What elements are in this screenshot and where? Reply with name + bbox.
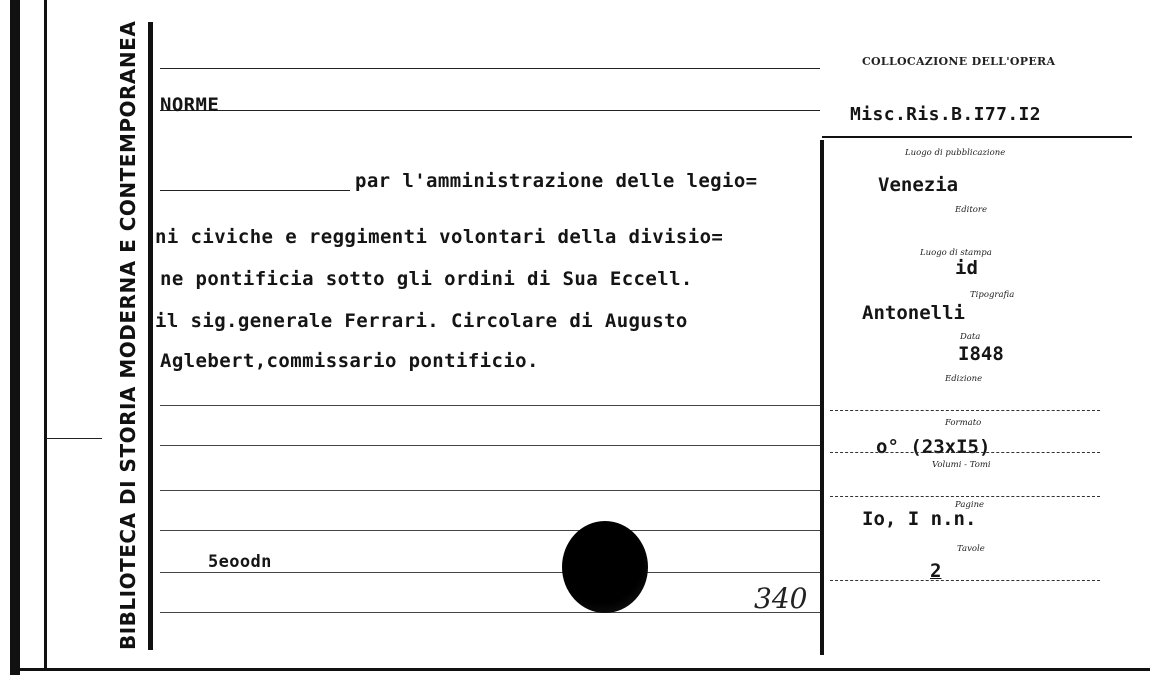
field-value: id [955, 257, 978, 279]
left-tick [46, 438, 102, 439]
rule-line [160, 572, 820, 573]
title-word: NORME [160, 94, 220, 116]
right-divider [820, 140, 824, 655]
right-rule [830, 452, 1100, 453]
field-label: Edizione [945, 374, 983, 384]
right-rule [830, 580, 1100, 581]
bottom-code: 5eoodn [208, 552, 272, 572]
field-label: Pagine [955, 500, 985, 510]
field-label: Editore [955, 205, 987, 215]
title-line-2: ni civiche e reggimenti volontari della divisio= [155, 226, 724, 248]
title-line-5: Aglebert,commissario pontificio. [160, 350, 539, 372]
shelfmark: Misc.Ris.B.I77.I2 [850, 104, 1042, 125]
rule-line [160, 445, 820, 446]
shelfmark-header: COLLOCAZIONE DELL'OPERA [862, 55, 1056, 68]
rule-line [160, 190, 350, 191]
title-line-4: il sig.generale Ferrari. Circolare di Augusto [155, 310, 688, 332]
spine-rule [44, 0, 47, 668]
rule-line [160, 110, 820, 111]
right-rule [830, 410, 1100, 411]
field-label: Volumi - Tomi [932, 460, 991, 470]
field-label: Tipografia [970, 290, 1015, 300]
rule-line [160, 490, 820, 491]
handwritten-number: 340 [754, 582, 808, 615]
rule-line [160, 405, 820, 406]
field-value: Io, I n.n. [862, 508, 977, 530]
field-label: Data [960, 332, 981, 342]
library-name-vertical: BIBLIOTECA DI STORIA MODERNA E CONTEMPORANEA [116, 20, 140, 650]
ink-blot [562, 521, 648, 613]
field-label: Luogo di pubblicazione [905, 148, 1006, 158]
field-label: Luogo di stampa [920, 248, 992, 258]
rule-line [160, 68, 820, 69]
field-label: Tavole [957, 544, 985, 554]
shelfmark-rule [822, 136, 1132, 138]
title-line-1: par l'amministrazione delle legio= [355, 170, 758, 192]
rule-line [160, 530, 820, 531]
field-value: I848 [958, 343, 1004, 365]
field-value: o° (23xI5) [876, 436, 991, 458]
field-value: 2 [930, 560, 942, 582]
bottom-border [10, 668, 1150, 671]
title-line-3: ne pontificia sotto gli ordini di Sua Eccell. [160, 268, 693, 290]
header-divider [148, 22, 153, 650]
rule-line [160, 612, 820, 613]
field-value: Venezia [878, 174, 959, 196]
field-value: Antonelli [862, 302, 965, 324]
left-border [10, 0, 20, 675]
field-label: Formato [945, 418, 982, 428]
right-rule [830, 496, 1100, 497]
